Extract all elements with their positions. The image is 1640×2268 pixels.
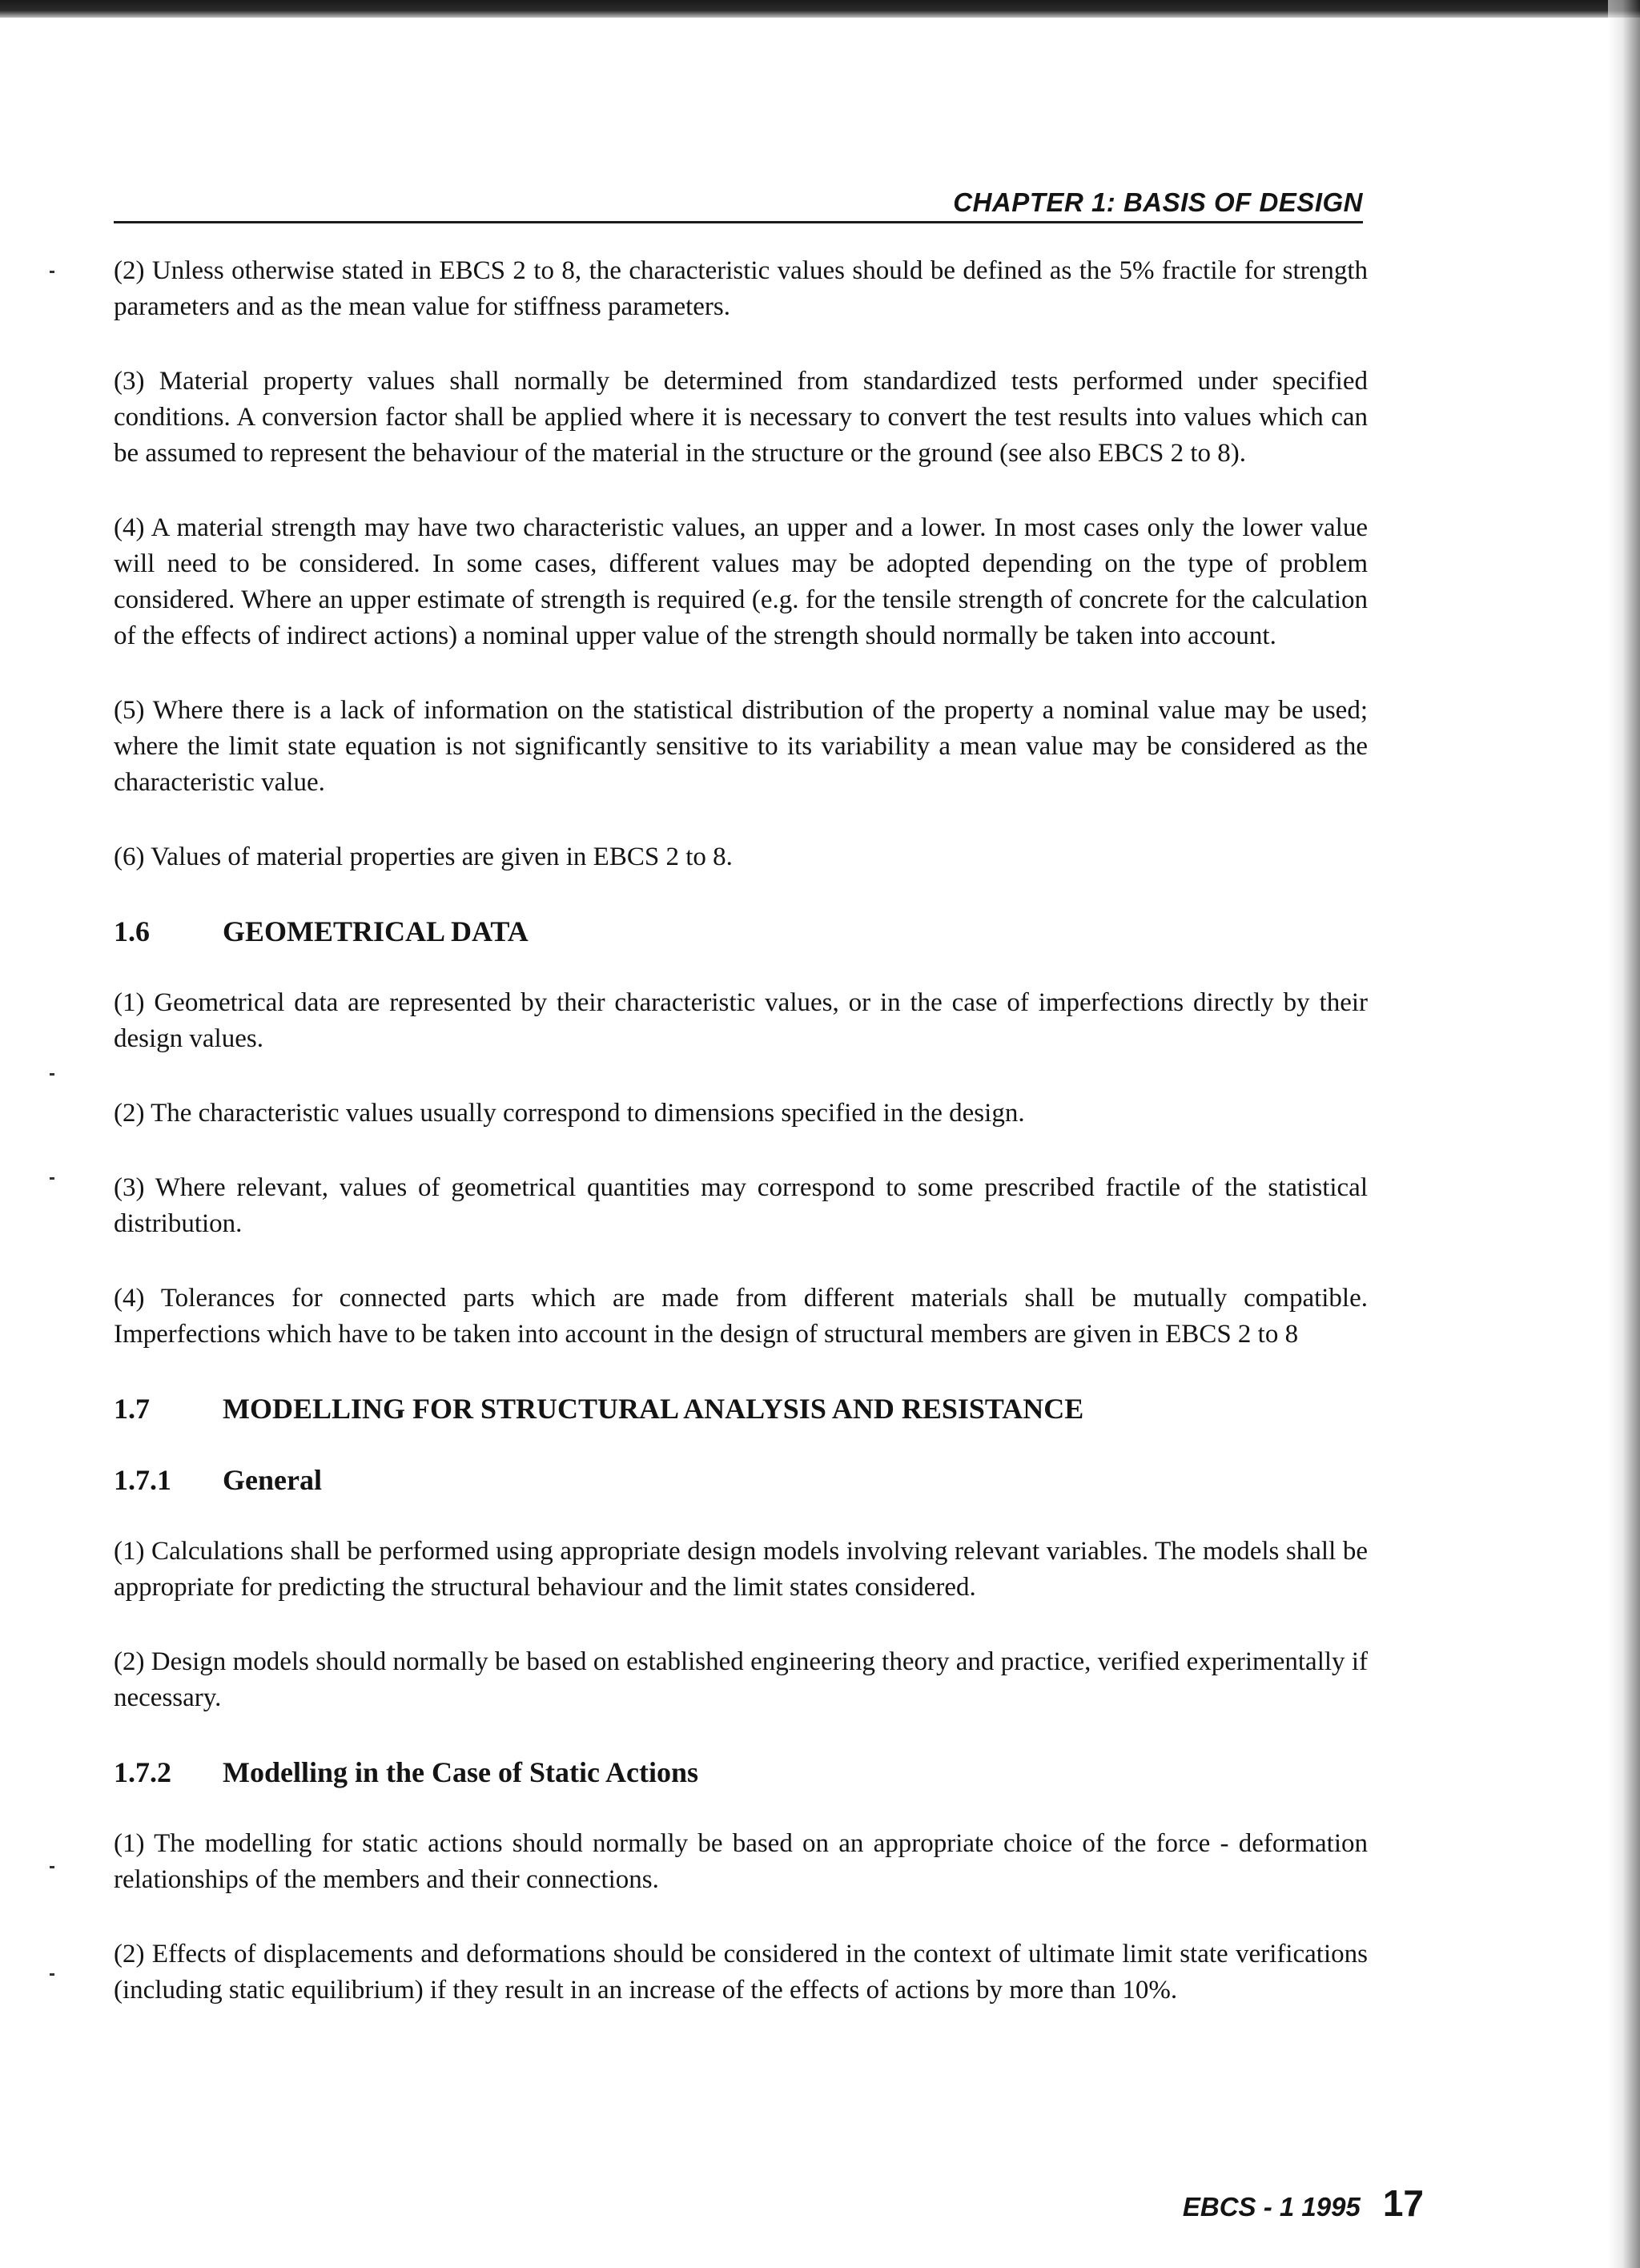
margin-mark bbox=[50, 1177, 54, 1180]
paragraph: (2) Unless otherwise stated in EBCS 2 to 8, the characteristic values should be defined as the 5% fractile for strength parameters and as the mean value for stiffness parameters. bbox=[114, 256, 1368, 321]
section-title: General bbox=[223, 1464, 322, 1496]
page-header bbox=[114, 184, 1363, 223]
section-number: 1.7 bbox=[114, 1393, 150, 1425]
paragraph: (1) Calculations shall be performed using appropriate design models involving relevant variables. The models shall be appropriate for predicting the structural behaviour and the limit states considered. bbox=[114, 1537, 1368, 1602]
paragraph: (1) Geometrical data are represented by their characteristic values, or in the case of imperfections directly by their design values. bbox=[114, 988, 1368, 1053]
paragraph: (2) The characteristic values usually correspond to dimensions specified in the design. bbox=[114, 1099, 1025, 1128]
paragraph: (6) Values of material properties are given in EBCS 2 to 8. bbox=[114, 842, 733, 871]
section-heading-1-7-2 bbox=[114, 1755, 1368, 1791]
paragraph: (1) The modelling for static actions should normally be based on an appropriate choice of the force - deformation relationships of the members and their connections. bbox=[114, 1829, 1368, 1894]
section-number: 1.6 bbox=[114, 915, 150, 947]
standard-code: EBCS - 1 1995 bbox=[1182, 2192, 1361, 2222]
section-heading-1-7 bbox=[114, 1391, 1368, 1427]
section-title: Modelling in the Case of Static Actions bbox=[223, 1756, 698, 1788]
page-number: 17 bbox=[1382, 2182, 1424, 2224]
paragraph: (5) Where there is a lack of information on the statistical distribution of the property a nominal value may be used; where the limit state equation is not significantly sensitive to its variability a mean value may be considered as the characteristic value. bbox=[114, 696, 1368, 797]
paragraph: (3) Where relevant, values of geometrical quantities may correspond to some prescribed fractile of the statistical distribution. bbox=[114, 1173, 1368, 1238]
paragraph: (2) Design models should normally be based on established engineering theory and practice, verified experimentally if necessary. bbox=[114, 1647, 1368, 1712]
section-number: 1.7.2 bbox=[114, 1756, 171, 1788]
paragraph: (2) Effects of displacements and deformations should be considered in the context of ultimate limit state verifications (including static equilibrium) if they result in an increase of the effects of actions by more than 10%. bbox=[114, 1940, 1368, 2005]
section-number: 1.7.1 bbox=[114, 1464, 171, 1496]
section-heading-1-6 bbox=[114, 914, 1368, 950]
chapter-title: CHAPTER 1: BASIS OF DESIGN bbox=[953, 187, 1363, 217]
margin-mark bbox=[50, 1073, 54, 1076]
paragraph: (4) A material strength may have two characteristic values, an upper and a lower. In most cases only the lower value will need to be considered. In some cases, different values may be adopted depending on the type of problem considered. Where an upper estimate of strength is required (e.g. for the tensile strength of concrete for the calculation of the effects of indirect actions) a nominal upper value of the strength should normally be taken into account. bbox=[114, 513, 1368, 650]
margin-mark bbox=[50, 271, 54, 273]
section-title: GEOMETRICAL DATA bbox=[223, 915, 529, 947]
margin-mark bbox=[50, 1973, 54, 1976]
scan-edge-right bbox=[1608, 0, 1640, 2268]
margin-mark bbox=[50, 1866, 54, 1868]
paragraph: (3) Material property values shall normally be determined from standardized tests performed under specified conditions. A conversion factor shall be applied where it is necessary to convert the test results into values which can be assumed to represent the behaviour of the material in the structure or the ground (see also EBCS 2 to 8). bbox=[114, 367, 1368, 468]
paragraph: (4) Tolerances for connected parts which are made from different materials shall be mutually compatible. Imperfections which have to be taken into account in the design of structural members are given in EBCS 2 to 8 bbox=[114, 1284, 1368, 1349]
section-title: MODELLING FOR STRUCTURAL ANALYSIS AND RESISTANCE bbox=[223, 1393, 1084, 1425]
page-body bbox=[114, 253, 1368, 2047]
scan-edge-top bbox=[0, 0, 1640, 18]
page-footer bbox=[1183, 2182, 1424, 2225]
section-heading-1-7-1 bbox=[114, 1462, 1368, 1498]
